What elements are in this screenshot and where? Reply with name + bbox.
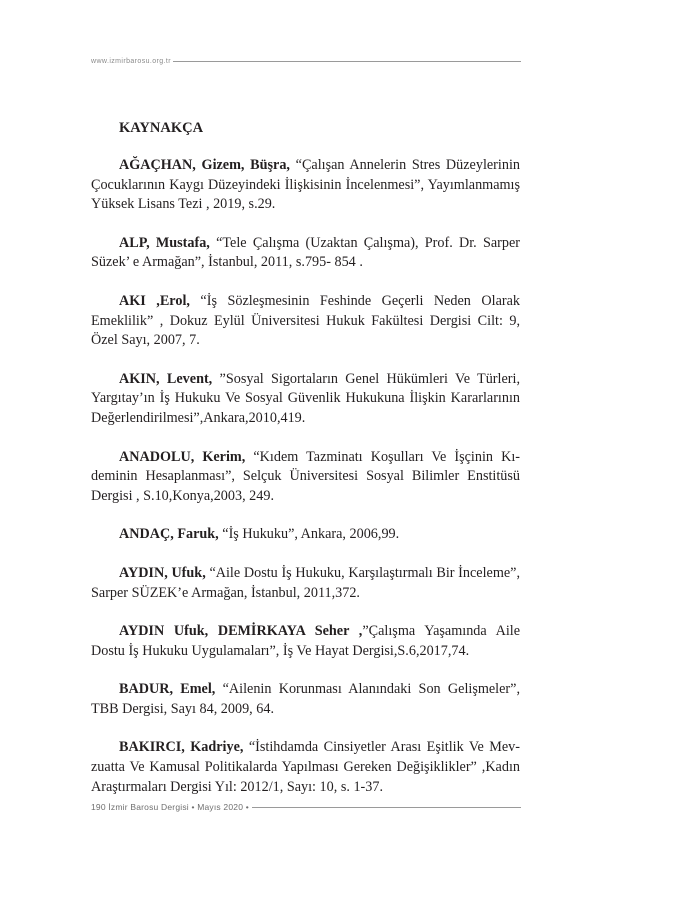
- reference-text: ”Sosyal Sigortaların Genel Hükümleri Ve Türleri, Yargıtay’ın İş Hukuku Ve Sosyal Güvenlik Hukukuna İlişkin Kararlarının Değerlendirilmesi”,Ankara,2010,419.: [91, 370, 520, 426]
- footer-bullet: •: [191, 802, 195, 812]
- reference-text: “Kıdem Tazminatı Koşulları Ve İşçinin Kıdeminin Hesaplanması”, Selçuk Üniversitesi Sosyal Bilimler Enstitüsü Dergisi , S.10,Konya,2003, 249.: [91, 448, 520, 504]
- reference-text: “Çalışan Annelerin Stres Düzeylerinin Çocuklarının Kaygı Düzeyindeki İlişkisinin İncelenmesi”, Yayımlanmamış Yüksek Lisans Tezi , 2019, s.29.: [91, 157, 520, 213]
- footer-rule: [252, 807, 521, 808]
- header-rule: [173, 61, 521, 62]
- reference-entry: [91, 370, 520, 429]
- reference-entry: [91, 234, 520, 273]
- reference-text: “İstihdamda Cinsiyetler Arası Eşitlik Ve Mevzuatta Ve Kamusal Politikalarda Yapılması Gereken Değişiklikler” ,Kadın Araştırmaları Dergisi Yıl: 2012/1, Sayı: 10, s. 1-37.: [91, 739, 520, 795]
- reference-text: “Aile Dostu İş Hukuku, Karşılaştırmalı Bir İnceleme”, Sarper SÜZEK’e Armağan, İstanbul, 2011,372.: [91, 564, 521, 601]
- reference-author: AĞAÇHAN, Gizem, Büşra,: [119, 157, 290, 173]
- page-header: [91, 54, 521, 68]
- reference-entry: [91, 680, 520, 719]
- reference-entry: [91, 738, 520, 797]
- reference-author: AYDIN Ufuk, DEMİRKAYA Seher ,: [119, 623, 363, 640]
- reference-author: ANADOLU, Kerim,: [119, 448, 246, 465]
- reference-author: BAKIRCI, Kadriye,: [119, 739, 244, 756]
- reference-author: AKIN, Levent,: [119, 370, 213, 387]
- reference-text: “Ailenin Korunması Alanındaki Son Gelişmeler”, TBB Dergisi, Sayı 84, 2009, 64.: [91, 681, 520, 717]
- reference-text: “İş Hukuku”, Ankara, 2006,99.: [218, 526, 400, 543]
- reference-text: “Tele Çalışma (Uzaktan Çalışma), Prof. Dr. Sarper Süzek’ e Armağan”, İstanbul, 2011, s.795- 854 .: [91, 234, 520, 271]
- reference-entry: [91, 448, 520, 507]
- page-footer: [91, 800, 521, 814]
- journal-name: İzmir Barosu Dergisi: [108, 802, 189, 812]
- section-title: KAYNAKÇA: [119, 120, 204, 136]
- reference-text: ”Çalışma Yaşamında Aile Dostu İş Hukuku Uygulamaları”, İş Ve Hayat Dergisi,S.6,2017,74.: [91, 623, 520, 659]
- footer-info: [91, 802, 249, 812]
- reference-author: ALP, Mustafa,: [119, 234, 210, 251]
- references-section: [91, 118, 520, 797]
- reference-text: “İş Sözleşmesinin Feshinde Geçerli Neden Olarak Emeklilik” , Dokuz Eylül Üniversitesi Hukuk Fakültesi Dergisi Cilt: 9, Özel Sayı, 2007, 7.: [91, 292, 520, 349]
- reference-author: ANDAÇ, Faruk,: [119, 526, 219, 543]
- page-number: 190: [91, 802, 106, 812]
- footer-end-bullet: •: [245, 802, 249, 812]
- reference-entry: [91, 525, 520, 545]
- reference-author: AYDIN, Ufuk,: [119, 564, 206, 581]
- reference-entry: [91, 564, 520, 603]
- reference-entry: [91, 156, 520, 215]
- issue-date: Mayıs 2020: [197, 802, 244, 812]
- header-url: www.izmirbarosu.org.tr: [91, 57, 171, 65]
- reference-author: AKI ,Erol,: [119, 292, 190, 309]
- reference-entry: [91, 622, 520, 661]
- reference-entry: [91, 292, 520, 351]
- reference-author: BADUR, Emel,: [119, 681, 216, 698]
